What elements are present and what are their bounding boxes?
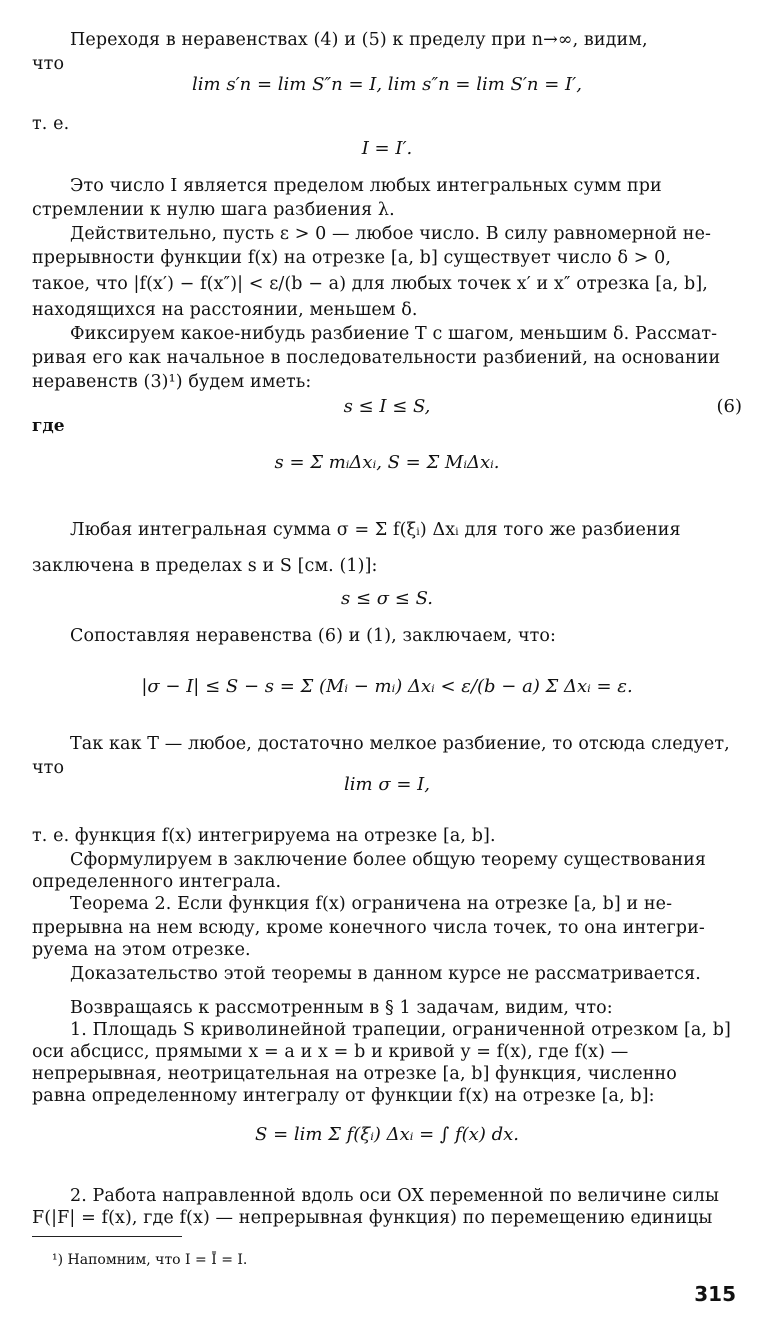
text-line: Так как T — любое, достаточно мелкое разбиение, то отсюда следует, [70, 734, 730, 754]
text-line: такое, что |f(x′) − f(x″)| < ε/(b − a) для любых точек x′ и x″ отрезка [a, b], [32, 274, 708, 294]
text-line: находящихся на расстоянии, меньшем δ. [32, 300, 418, 320]
text-line: F(|F| = f(x), где f(x) — непрерывная функция) по перемещению единицы [32, 1208, 713, 1228]
text-line: прерывности функции f(x) на отрезке [a, b] существует число δ > 0, [32, 248, 672, 268]
text-line: Сформулируем в заключение более общую теорему существования [70, 850, 707, 870]
text-line: Любая интегральная сумма σ = Σ f(ξᵢ) Δxᵢ для того же разбиения [70, 520, 681, 540]
text-line: заключена в пределах s и S [см. (1)]: [32, 556, 378, 576]
equation-number: (6) [716, 396, 742, 417]
footnote: ¹) Напомним, что I = Ī = I. [52, 1252, 248, 1268]
text-line: Фиксируем какое-нибудь разбиение T с шагом, меньшим δ. Рассмат- [70, 324, 718, 344]
theorem-line: прерывна на нем всюду, кроме конечного числа точек, то она интегри- [32, 918, 705, 938]
formula-limit-sigma: lim σ = I, [344, 774, 430, 795]
formula-inequality-6: s ≤ I ≤ S, [343, 396, 431, 417]
theorem-line: Теорема 2. Если функция f(x) ограничена на отрезке [a, b] и не- [70, 894, 673, 914]
footnote-rule [32, 1236, 182, 1237]
text-line: Сопоставляя неравенства (6) и (1), заключаем, что: [70, 626, 557, 646]
formula-estimate: |σ − I| ≤ S − s = Σ (Mᵢ − mᵢ) Δxᵢ < ε/(b − a) Σ Δxᵢ = ε. [141, 676, 633, 697]
formula-area-integral: S = lim Σ f(ξᵢ) Δxᵢ = ∫ f(x) dx. [255, 1124, 519, 1145]
formula-limits: lim s′n = lim S″n = I, lim s″n = lim S′n = I′, [192, 74, 582, 95]
formula-sigma-bounds: s ≤ σ ≤ S. [341, 588, 433, 609]
text-line: неравенств (3)¹) будем иметь: [32, 372, 312, 392]
text-line: Действительно, пусть ε > 0 — любое число. В силу равномерной не- [70, 224, 712, 244]
text-line: Доказательство этой теоремы в данном курсе не рассматривается. [70, 964, 701, 984]
text-line: Переходя в неравенствах (4) и (5) к пределу при n→∞, видим, [70, 30, 648, 50]
formula-sums: s = Σ mᵢΔxᵢ, S = Σ MᵢΔxᵢ. [274, 452, 500, 473]
text-line: стремлении к нулю шага разбиения λ. [32, 200, 395, 220]
text-line: определенного интеграла. [32, 872, 282, 892]
text-line: Это число I является пределом любых интегральных сумм при [70, 176, 662, 196]
text-line: т. е. [32, 114, 70, 134]
text-line: Возвращаясь к рассмотренным в § 1 задачам, видим, что: [70, 998, 613, 1018]
text-where: где [32, 416, 65, 436]
theorem-line: руема на этом отрезке. [32, 940, 251, 960]
text-line: что [32, 758, 65, 778]
text-line: ривая его как начальное в последовательности разбиений, на основании [32, 348, 721, 368]
text-line: т. е. функция f(x) интегрируема на отрезке [a, b]. [32, 826, 496, 846]
text-line: оси абсцисс, прямыми x = a и x = b и кривой y = f(x), где f(x) — [32, 1042, 629, 1062]
text-line: 2. Работа направленной вдоль оси OX переменной по величине силы [70, 1186, 720, 1206]
text-line: равна определенному интегралу от функции f(x) на отрезке [a, b]: [32, 1086, 655, 1106]
text-line: непрерывная, неотрицательная на отрезке [a, b] функция, численно [32, 1064, 677, 1084]
formula-equality: I = I′. [361, 138, 413, 159]
text-line: что [32, 54, 65, 74]
text-line: 1. Площадь S криволинейной трапеции, ограниченной отрезком [a, b] [70, 1020, 731, 1040]
page-number: 315 [694, 1282, 736, 1306]
